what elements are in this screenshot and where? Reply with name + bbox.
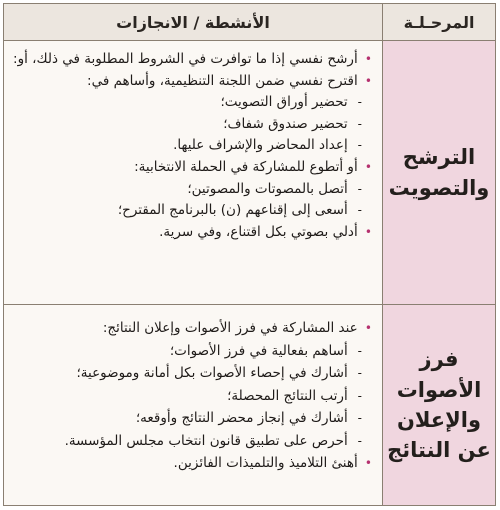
bullet-icon: •: [364, 456, 372, 470]
list-item-text: تحضير أوراق التصويت؛: [220, 94, 348, 111]
activities-list: [4, 41, 382, 243]
stage-label: فرز الأصوات والإعلان عن النتائج: [387, 347, 491, 463]
list-item: [10, 135, 372, 157]
list-item: [10, 114, 372, 136]
list-item-text: أسعى إلى إقناعهم (ن) بالبرنامج المقترح؛: [117, 202, 348, 219]
list-item-text: أشارك في إحصاء الأصوات بكل أمانة وموضوعية؛: [76, 365, 348, 381]
activities-list: [4, 305, 382, 475]
list-item: [10, 407, 372, 430]
dash-icon: -: [357, 203, 362, 218]
list-item: [10, 317, 372, 340]
list-item: [10, 222, 372, 244]
dash-icon: -: [357, 116, 362, 131]
list-item-text: أدلي بصوتي بكل اقتناع، وفي سرية.: [159, 223, 358, 240]
list-item: [10, 430, 372, 453]
list-item-text: تحضير صندوق شفاف؛: [223, 115, 348, 132]
bullet-icon: •: [364, 224, 372, 239]
bullet-icon: •: [364, 159, 372, 174]
stage-label: الترشح والتصويت: [388, 145, 490, 200]
dash-icon: -: [357, 366, 362, 380]
header-activities: [4, 4, 383, 41]
list-item-text: أحرص على تطبيق قانون انتخاب مجلس المؤسسة.: [64, 432, 348, 449]
list-item-text: عند المشاركة في فرز الأصوات وإعلان النتائج:: [102, 320, 358, 336]
stage-cell-voting: [383, 41, 495, 304]
bullet-icon: •: [364, 52, 372, 66]
list-item: [10, 49, 372, 71]
list-item: [10, 452, 372, 475]
dash-icon: -: [357, 411, 362, 425]
header-stage: [383, 4, 495, 41]
list-item: [10, 362, 372, 385]
bullet-icon: •: [364, 321, 372, 335]
dash-icon: -: [357, 433, 362, 448]
list-item-text: أشارك في إنجاز محضر النتائج وأوقعه؛: [135, 410, 348, 426]
list-item: [10, 200, 372, 222]
list-item: [10, 179, 372, 201]
list-item: [10, 385, 372, 408]
dash-icon: -: [357, 343, 362, 358]
dash-icon: -: [357, 388, 362, 403]
header-activities-label: الأنشطة / الانجازات: [116, 12, 270, 32]
dash-icon: -: [357, 138, 362, 153]
list-item-text: أو أتطوع للمشاركة في الحملة الانتخابية:: [134, 158, 358, 175]
list-item: [10, 71, 372, 93]
list-item-text: أهنئ التلاميذ والتلميذات الفائزين.: [173, 455, 358, 471]
activities-cell-voting: [4, 41, 383, 304]
list-item: [10, 157, 372, 179]
bullet-icon: •: [364, 73, 372, 88]
dash-icon: -: [357, 95, 362, 110]
list-item-text: أرشح نفسي إذا ما توافرت في الشروط المطلوبة في ذلك، أو:: [13, 51, 358, 67]
stage-cell-counting: [383, 304, 495, 505]
list-item-text: أتصل بالمصوتات والمصوتين؛: [187, 180, 348, 197]
list-item-text: أساهم بفعالية في فرز الأصوات؛: [169, 342, 348, 359]
dash-icon: -: [357, 181, 362, 196]
list-item-text: أرتب النتائج المحصلة؛: [227, 387, 348, 404]
list-item-text: اقترح نفسي ضمن اللجنة التنظيمية، وأساهم في:: [87, 72, 358, 89]
list-item-text: إعداد المحاضر والإشراف عليها.: [173, 137, 348, 154]
activities-cell-counting: [4, 304, 383, 505]
header-stage-label: المرحـلـة: [403, 12, 475, 32]
activities-table: [3, 3, 496, 506]
list-item: [10, 92, 372, 114]
list-item: [10, 340, 372, 363]
